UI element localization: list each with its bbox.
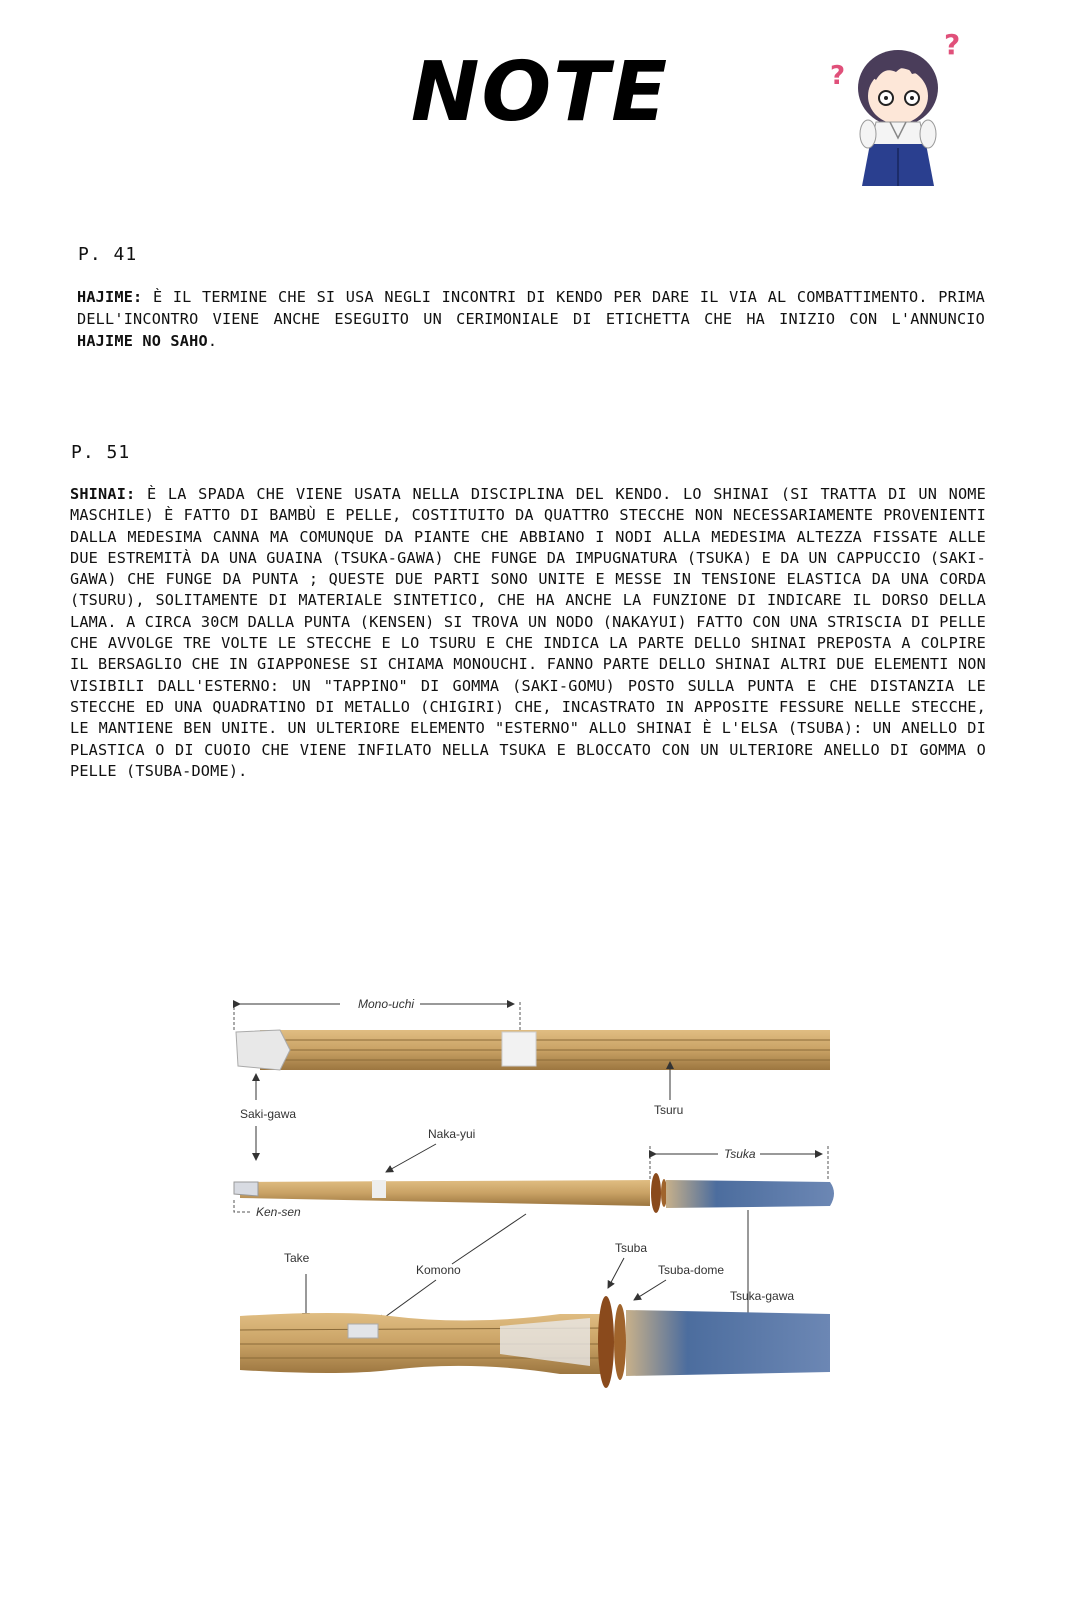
tsuka-grip xyxy=(666,1180,834,1208)
tsuka-gawa-close-up xyxy=(626,1310,830,1376)
note-body: È IL TERMINE CHE SI USA NEGLI INCONTRI DI KENDO PER DARE IL VIA AL COMBATTIMENTO. PRIMA DELL'INCONTRO VIENE ANCHE ESEGUITO UN CERIMONIALE DI ETICHETTA CHE HA INIZIO CON L'ANNUNCIO xyxy=(77,288,985,328)
label-ken-sen: Ken-sen xyxy=(256,1205,301,1219)
note-shinai xyxy=(70,484,986,782)
note-term: HAJIME: xyxy=(77,288,143,306)
label-take: Take xyxy=(284,1251,310,1265)
note-body-end: . xyxy=(207,332,218,350)
page-reference: P. 51 xyxy=(71,442,131,463)
note-term: SHINAI: xyxy=(70,485,136,503)
note-body: È LA SPADA CHE VIENE USATA NELLA DISCIPLINA DEL KENDO. LO SHINAI (SI TRATTA DI UN NOME MASCHILE) È FATTO DI BAMBÙ E PELLE, COSTITUITO DA QUATTRO STECCHE NON NECESSARIAMENTE PROVENIENTI DALLA MEDESIMA CANNA MA COMUNQUE DA PIANTE CHE ABBIANO I NODI ALLA MEDESIMA ALTEZZA FISSATE ALLE DUE ESTREMITÀ DA UNA GUAINA (TSUKA-GAWA) CHE FUNGE DA IMPUGNATURA (TSUKA) E DA UN CAPPUCCIO (SAKI-GAWA) CHE FUNGE DA PUNTA ; QUESTE DUE PARTI SONO UNITE E MESSE IN TENSIONE ELASTICA DA UNA CORDA (TSURU), SOLITAMENTE DI MATERIALE SINTETICO, CHE HA ANCHE LA FUNZIONE DI INDICARE IL DORSO DELLA LAMA. A CIRCA 30CM DALLA PUNTA (KENSEN) SI TROVA UN NODO (NAKAYUI) FATTO CON UNA STRISCIA DI PELLE CHE AVVOLGE TRE VOLTE LE STECCHE E LO TSURU E CHE INDICA LA PARTE DELLO SHINAI PREPOSTA A COLPIRE IL BERSAGLIO CHE IN GIAPPONESE SI CHIAMA MONOUCHI. FANNO PARTE DELLO SHINAI ALTRI DUE ELEMENTI NON VISIBILI DALL'ESTERNO: UN "TAPPINO" DI GOMMA (SAKI-GOMU) POSTO SULLA PUNTA E CHE DISTANZIA LE STECCHE ED UNA QUADRATINO DI METALLO (CHIGIRI) CHE, INCASTRATO IN APPOSITE FESSURE NELLE STECCHE, LE MANTIENE BEN UNITE. UN ULTERIORE ELEMENTO "ESTERNO" ALLO SHINAI È L'ELSA (TSUBA): UN ANELLO DI PLASTICA O DI CUOIO CHE VIENE INFILATO NELLA TSUKA E BLOCCATO CON UN ULTERIORE ANELLO DI GOMMA O PELLE (TSUBA-DOME). xyxy=(70,485,986,780)
question-mark-icon: ? xyxy=(944,28,961,61)
label-tsuba-dome: Tsuba-dome xyxy=(658,1263,725,1277)
chibi-mascot-illustration xyxy=(826,26,976,196)
saki-gawa-cap xyxy=(236,1030,290,1070)
naka-yui-knot xyxy=(502,1032,536,1066)
note-emphasis: HAJIME NO SAHO xyxy=(77,332,208,350)
shinai-middle-bamboo xyxy=(240,1180,650,1206)
label-tsuka-gawa: Tsuka-gawa xyxy=(730,1289,795,1303)
tsuba-ring xyxy=(651,1173,661,1213)
label-tsuka: Tsuka xyxy=(724,1147,756,1161)
question-mark-icon: ? xyxy=(830,61,846,91)
label-tsuba: Tsuba xyxy=(615,1241,648,1255)
label-komono: Komono xyxy=(416,1263,461,1277)
label-mono-uchi: Mono-uchi xyxy=(358,997,415,1011)
tsuba-close-up xyxy=(598,1296,614,1388)
page-reference: P. 41 xyxy=(78,244,138,265)
label-naka-yui: Naka-yui xyxy=(428,1127,476,1141)
note-hajime xyxy=(77,286,985,352)
page-title: NOTE xyxy=(410,45,670,140)
shinai-diagram xyxy=(230,997,870,1430)
label-tsuru: Tsuru xyxy=(654,1103,684,1117)
label-saki-gawa: Saki-gawa xyxy=(240,1107,297,1121)
